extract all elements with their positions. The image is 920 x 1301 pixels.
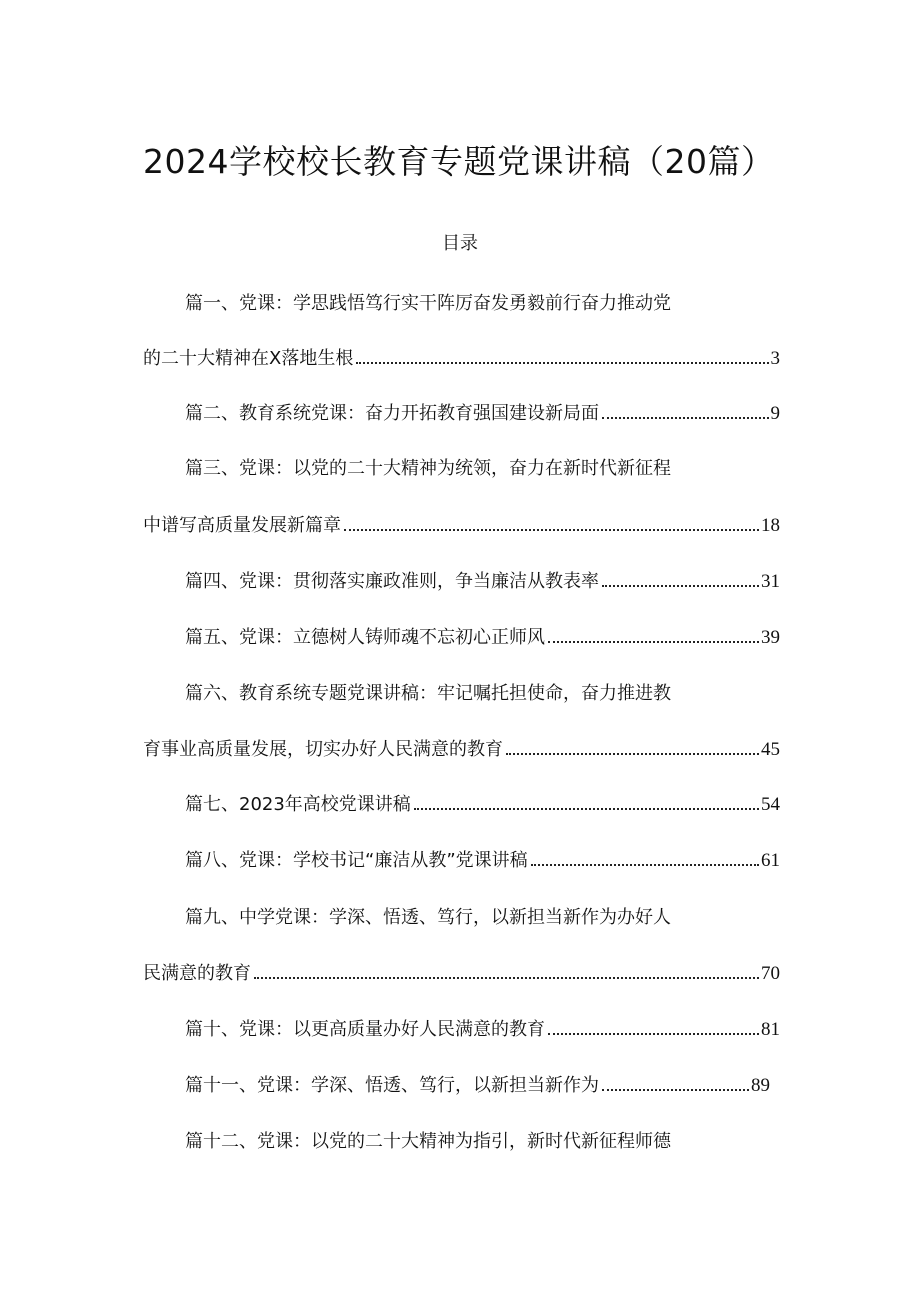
dot-leader (344, 529, 759, 531)
toc-page-number: 18 (761, 515, 780, 536)
toc-page-number: 9 (770, 403, 780, 424)
toc-entry-4[interactable] (185, 568, 780, 596)
toc-page-number: 3 (770, 348, 780, 369)
toc-entry-text: 篇九、中学党课：学深、悟透、笃行，以新担当新作为办好人 (185, 907, 671, 928)
toc-page-number: 89 (751, 1075, 770, 1096)
toc-entry-10[interactable] (185, 1016, 780, 1044)
toc-entry-2[interactable] (185, 400, 780, 428)
dot-leader (254, 977, 759, 979)
toc-entry-3-line1[interactable] (185, 455, 671, 483)
toc-page-number: 31 (761, 571, 780, 592)
dot-leader (602, 585, 759, 587)
toc-entry-text: 中谱写高质量发展新篇章 (143, 515, 341, 536)
toc-entry-text: 篇三、党课：以党的二十大精神为统领，奋力在新时代新征程 (185, 458, 671, 479)
toc-page-number: 39 (761, 627, 780, 648)
toc-page-number: 81 (761, 1019, 780, 1040)
toc-entry-3-line2[interactable] (143, 512, 780, 540)
dot-leader (602, 1089, 749, 1091)
dot-leader (548, 1033, 759, 1035)
document-title: 2024学校校长教育专题党课讲稿（20篇） (143, 142, 775, 181)
toc-entry-text: 篇八、党课：学校书记“廉洁从教”党课讲稿 (185, 850, 528, 871)
toc-entry-1-line1[interactable] (185, 290, 671, 318)
toc-entry-text: 育事业高质量发展，切实办好人民满意的教育 (143, 739, 503, 760)
dot-leader (506, 753, 759, 755)
toc-entry-5[interactable] (185, 624, 780, 652)
dot-leader (531, 864, 759, 866)
dot-leader (414, 808, 759, 810)
toc-page-number: 61 (761, 850, 780, 871)
toc-entry-9-line1[interactable] (185, 904, 671, 932)
toc-page-number: 70 (761, 963, 780, 984)
dot-leader (356, 362, 768, 364)
toc-entry-6-line2[interactable] (143, 736, 780, 764)
toc-entry-text: 的二十大精神在X落地生根 (143, 348, 354, 369)
toc-entry-6-line1[interactable] (185, 680, 671, 708)
toc-entry-7[interactable] (185, 791, 780, 819)
toc-entry-text: 篇十一、党课：学深、悟透、笃行，以新担当新作为 (185, 1075, 599, 1096)
toc-entry-text: 篇二、教育系统党课：奋力开拓教育强国建设新局面 (185, 403, 599, 424)
toc-entry-12-line1[interactable] (185, 1128, 671, 1156)
toc-page-number: 54 (761, 794, 780, 815)
dot-leader (602, 417, 769, 419)
toc-entry-text: 篇六、教育系统专题党课讲稿：牢记嘱托担使命，奋力推进教 (185, 683, 671, 704)
toc-heading: 目录 (442, 233, 478, 254)
toc-entry-11[interactable] (185, 1072, 770, 1100)
toc-entry-text: 篇七、2023年高校党课讲稿 (185, 794, 411, 815)
toc-entry-text: 篇十二、党课：以党的二十大精神为指引，新时代新征程师德 (185, 1131, 671, 1152)
toc-entry-text: 篇十、党课：以更高质量办好人民满意的教育 (185, 1019, 545, 1040)
toc-entry-text: 篇五、党课：立德树人铸师魂不忘初心正师风 (185, 627, 545, 648)
toc-page-number: 45 (761, 739, 780, 760)
toc-entry-1-line2[interactable] (143, 345, 780, 373)
toc-entry-text: 篇一、党课：学思践悟笃行实干阵厉奋发勇毅前行奋力推动党 (185, 293, 671, 314)
toc-entry-9-line2[interactable] (143, 960, 780, 988)
toc-entry-text: 民满意的教育 (143, 963, 251, 984)
toc-entry-8[interactable] (185, 847, 780, 875)
dot-leader (548, 641, 759, 643)
toc-entry-text: 篇四、党课：贯彻落实廉政准则，争当廉洁从教表率 (185, 571, 599, 592)
